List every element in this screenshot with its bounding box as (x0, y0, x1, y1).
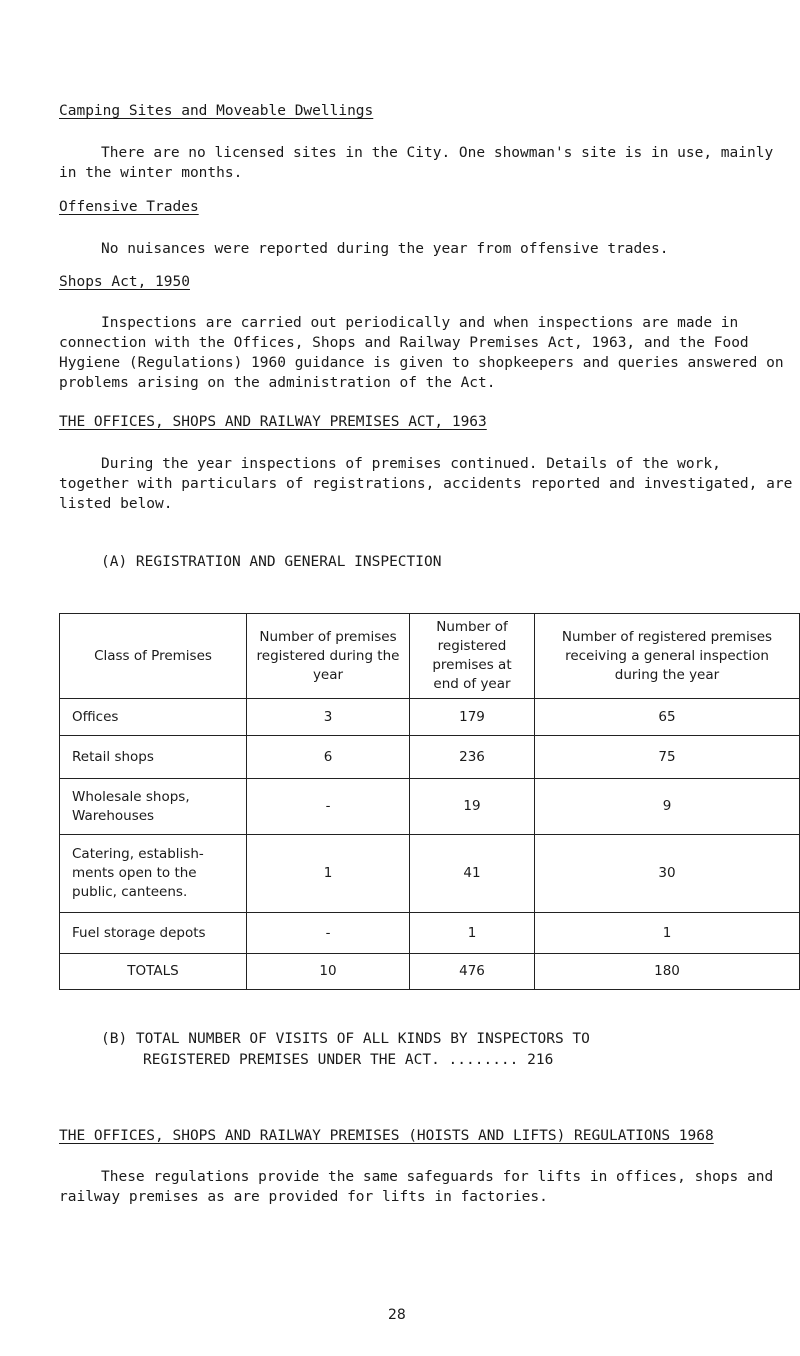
table-totals-row (60, 954, 800, 990)
table-row (60, 736, 800, 779)
header-general-inspection: Number of registered premises receiving a general inspection during the year (535, 614, 800, 699)
section-b-line-1: (B) TOTAL NUMBER OF VISITS OF ALL KINDS BY INSPECTORS TO (101, 1031, 590, 1047)
lifts-text: These regulations provide the same safeguards for lifts in offices, shops and railway premises as are provided for lifts in factories. (59, 1169, 774, 1205)
header-class-of-premises: Class of Premises (60, 614, 247, 699)
camping-text: There are no licensed sites in the City. One showman's site is in use, mainly in the winter months. (59, 145, 774, 181)
table-row (60, 835, 800, 913)
cell-registered: 1 (247, 835, 410, 913)
shops-act-text: Inspections are carried out periodically and when inspections are made in connection with the Offices, Shops and Railway Premises Act, 1963, and the Food Hygiene (Regulations) 1960 guidance is given to shopkeepers and queries answered on problems arising on the administration of the Act. (59, 315, 784, 391)
cell-class: TOTALS (60, 954, 247, 990)
cell-end-of-year: 41 (410, 835, 535, 913)
table-header-row (60, 614, 800, 699)
cell-end-of-year: 19 (410, 779, 535, 835)
cell-registered: 3 (247, 699, 410, 736)
cell-inspected: 180 (535, 954, 800, 990)
cell-end-of-year: 179 (410, 699, 535, 736)
cell-registered: 10 (247, 954, 410, 990)
cell-end-of-year: 1 (410, 913, 535, 954)
shops-act-heading: Shops Act, 1950 (59, 274, 190, 290)
osrp-act-heading: THE OFFICES, SHOPS AND RAILWAY PREMISES ACT, 1963 (59, 414, 487, 430)
cell-end-of-year: 236 (410, 736, 535, 779)
cell-inspected: 30 (535, 835, 800, 913)
osrp-act-text: During the year inspections of premises continued. Details of the work, together with particulars of registrations, accidents reported and investigated, are listed below. (59, 456, 793, 512)
offensive-heading: Offensive Trades (59, 199, 199, 215)
section-b-line-2: REGISTERED PREMISES UNDER THE ACT. ........ 216 (143, 1052, 554, 1068)
cell-class: Catering, establish-ments open to the public, canteens. (60, 835, 247, 913)
header-registered-during-year: Number of premises registered during the year (247, 614, 410, 699)
registration-table (59, 613, 800, 990)
section-a-title: (A) REGISTRATION AND GENERAL INSPECTION (101, 554, 442, 570)
cell-inspected: 1 (535, 913, 800, 954)
cell-end-of-year: 476 (410, 954, 535, 990)
cell-registered: 6 (247, 736, 410, 779)
page-number: 28 (388, 1307, 406, 1323)
cell-class: Offices (60, 699, 247, 736)
table-row (60, 913, 800, 954)
camping-heading: Camping Sites and Moveable Dwellings (59, 103, 374, 119)
cell-class: Wholesale shops, Warehouses (60, 779, 247, 835)
table-row (60, 779, 800, 835)
table-row (60, 699, 800, 736)
cell-registered: - (247, 779, 410, 835)
cell-class: Retail shops (60, 736, 247, 779)
cell-inspected: 9 (535, 779, 800, 835)
cell-registered: - (247, 913, 410, 954)
cell-class: Fuel storage depots (60, 913, 247, 954)
lifts-heading: THE OFFICES, SHOPS AND RAILWAY PREMISES (HOISTS AND LIFTS) REGULATIONS 1968 (59, 1128, 714, 1144)
header-registered-end-of-year: Number of registered premises at end of year (410, 614, 535, 699)
offensive-text: No nuisances were reported during the year from offensive trades. (101, 241, 669, 257)
cell-inspected: 75 (535, 736, 800, 779)
cell-inspected: 65 (535, 699, 800, 736)
